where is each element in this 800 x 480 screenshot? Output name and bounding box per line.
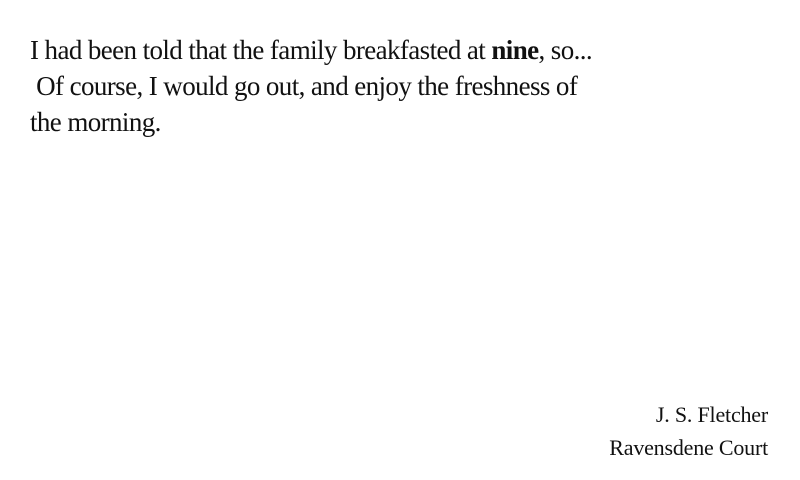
work-title: Ravensdene Court [609, 435, 768, 460]
quote-line-3: the morning. [30, 107, 161, 137]
quote-line-1-after: , so... [538, 35, 593, 65]
quote-text [30, 32, 775, 140]
quote-emphasis: nine [491, 35, 539, 65]
attribution [609, 398, 768, 464]
author-name: J. S. Fletcher [655, 402, 768, 427]
quote-line-1-before: I had been told that the family breakfasted at [30, 35, 492, 65]
quote-line-2: Of course, I would go out, and enjoy the freshness of [30, 71, 578, 101]
